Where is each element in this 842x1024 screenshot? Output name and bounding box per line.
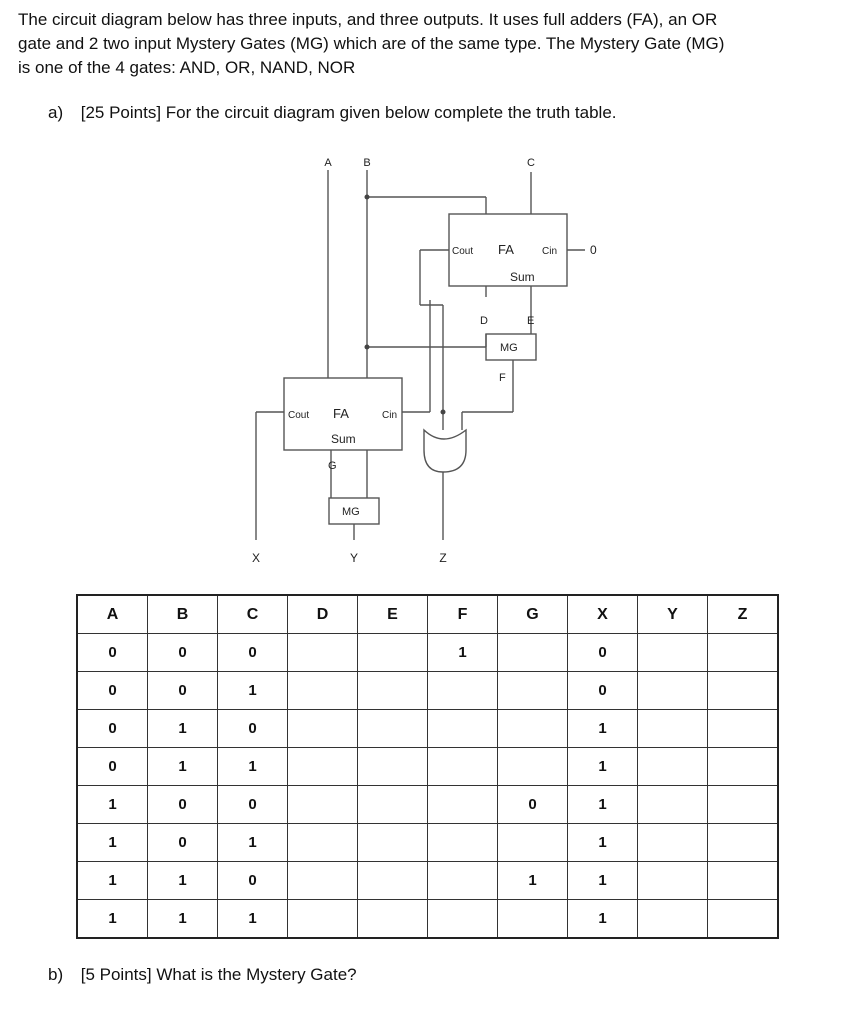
table-cell[interactable] xyxy=(638,862,708,900)
table-cell[interactable] xyxy=(638,900,708,939)
question-a-label: a) xyxy=(48,103,64,122)
column-header: F xyxy=(428,595,498,634)
column-header: G xyxy=(498,595,568,634)
table-cell[interactable]: 1 xyxy=(218,672,288,710)
table-cell[interactable] xyxy=(288,634,358,672)
table-cell[interactable] xyxy=(498,824,568,862)
fa-bottom-cin-label: Cin xyxy=(382,410,398,421)
question-b xyxy=(48,965,357,985)
table-cell[interactable] xyxy=(358,786,428,824)
table-cell[interactable]: 0 xyxy=(218,786,288,824)
fa-top-cin-constant: 0 xyxy=(590,243,597,257)
table-cell[interactable] xyxy=(638,634,708,672)
fa-top-cout-label: Cout xyxy=(452,246,474,257)
table-cell[interactable] xyxy=(708,862,779,900)
table-cell[interactable] xyxy=(428,786,498,824)
table-cell[interactable]: 1 xyxy=(77,786,148,824)
fa-top-sum-label: Sum xyxy=(510,270,535,284)
table-cell[interactable]: 0 xyxy=(218,862,288,900)
table-cell[interactable]: 1 xyxy=(148,900,218,939)
table-cell[interactable] xyxy=(638,748,708,786)
table-cell[interactable]: 1 xyxy=(218,900,288,939)
table-cell[interactable]: 1 xyxy=(568,710,638,748)
table-row xyxy=(77,672,778,710)
table-row xyxy=(77,710,778,748)
table-cell[interactable] xyxy=(358,634,428,672)
intro-line-1: The circuit diagram below has three inputs, and three outputs. It uses full adders (FA), an OR xyxy=(18,10,718,29)
table-cell[interactable] xyxy=(428,824,498,862)
fa-top-cin-label: Cin xyxy=(542,246,558,257)
column-header: D xyxy=(288,595,358,634)
table-cell[interactable]: 1 xyxy=(568,824,638,862)
fa-top-title: FA xyxy=(498,242,514,257)
table-cell[interactable]: 0 xyxy=(148,824,218,862)
table-row xyxy=(77,824,778,862)
table-cell[interactable] xyxy=(708,786,779,824)
input-a-label: A xyxy=(324,157,332,169)
table-row xyxy=(77,748,778,786)
table-cell[interactable]: 1 xyxy=(568,748,638,786)
table-row xyxy=(77,634,778,672)
table-cell[interactable] xyxy=(288,862,358,900)
table-row xyxy=(77,900,778,939)
intro-line-2: gate and 2 two input Mystery Gates (MG) which are of the same type. The Mystery Gate (MG) xyxy=(18,34,725,53)
mg-bottom-label: MG xyxy=(342,506,360,518)
truth-table-header-row xyxy=(77,595,778,634)
table-cell[interactable]: 1 xyxy=(498,862,568,900)
column-header: Y xyxy=(638,595,708,634)
table-cell[interactable] xyxy=(708,672,779,710)
table-cell[interactable]: 1 xyxy=(77,900,148,939)
table-cell[interactable] xyxy=(638,710,708,748)
table-cell[interactable] xyxy=(358,824,428,862)
table-cell[interactable] xyxy=(428,862,498,900)
mg-top-output-f-label: F xyxy=(499,372,506,384)
table-cell[interactable] xyxy=(498,710,568,748)
table-cell[interactable] xyxy=(288,824,358,862)
question-b-label: b) xyxy=(48,965,64,984)
table-cell[interactable] xyxy=(428,710,498,748)
table-cell[interactable]: 0 xyxy=(148,634,218,672)
table-cell[interactable]: 0 xyxy=(568,672,638,710)
column-header: X xyxy=(568,595,638,634)
table-row xyxy=(77,786,778,824)
table-cell[interactable] xyxy=(638,672,708,710)
column-header: E xyxy=(358,595,428,634)
table-cell[interactable] xyxy=(708,900,779,939)
table-cell[interactable] xyxy=(288,710,358,748)
table-cell[interactable]: 0 xyxy=(77,672,148,710)
input-b-label: B xyxy=(363,157,371,169)
table-cell[interactable]: 1 xyxy=(77,862,148,900)
table-cell[interactable]: 0 xyxy=(568,634,638,672)
table-cell[interactable]: 0 xyxy=(498,786,568,824)
table-cell[interactable] xyxy=(428,900,498,939)
table-cell[interactable] xyxy=(498,900,568,939)
table-cell[interactable]: 1 xyxy=(148,862,218,900)
table-cell[interactable] xyxy=(288,900,358,939)
table-cell[interactable]: 0 xyxy=(77,748,148,786)
table-cell[interactable]: 0 xyxy=(148,786,218,824)
table-cell[interactable] xyxy=(428,672,498,710)
intro-line-3: is one of the 4 gates: AND, OR, NAND, NOR xyxy=(18,58,356,77)
column-header: Z xyxy=(708,595,779,634)
table-cell[interactable]: 1 xyxy=(148,748,218,786)
output-y-label: Y xyxy=(349,551,359,565)
table-cell[interactable]: 1 xyxy=(568,786,638,824)
input-c-label: C xyxy=(527,157,535,169)
table-cell[interactable] xyxy=(498,672,568,710)
table-cell[interactable] xyxy=(708,710,779,748)
table-cell[interactable] xyxy=(638,824,708,862)
table-cell[interactable] xyxy=(708,748,779,786)
table-cell[interactable]: 0 xyxy=(218,634,288,672)
column-header: A xyxy=(77,595,148,634)
table-cell[interactable]: 0 xyxy=(218,710,288,748)
table-cell[interactable] xyxy=(638,786,708,824)
table-cell[interactable] xyxy=(358,748,428,786)
truth-table-body xyxy=(77,634,778,939)
table-cell[interactable] xyxy=(358,672,428,710)
table-cell[interactable] xyxy=(288,672,358,710)
table-cell[interactable]: 0 xyxy=(77,710,148,748)
table-cell[interactable]: 1 xyxy=(77,824,148,862)
column-header: C xyxy=(218,595,288,634)
table-cell[interactable]: 1 xyxy=(218,748,288,786)
column-header: B xyxy=(148,595,218,634)
table-cell[interactable] xyxy=(708,634,779,672)
mg-top-input-d-label: D xyxy=(480,315,488,327)
table-cell[interactable] xyxy=(358,862,428,900)
table-cell[interactable]: 0 xyxy=(148,672,218,710)
mg-top-label: MG xyxy=(500,342,518,354)
fa-bottom-title: FA xyxy=(333,406,349,421)
table-cell[interactable] xyxy=(498,634,568,672)
table-cell[interactable]: 1 xyxy=(568,900,638,939)
output-x-label: X xyxy=(251,551,261,565)
mg-top-input-e-label: E xyxy=(527,315,535,327)
table-cell[interactable]: 1 xyxy=(428,634,498,672)
table-cell[interactable]: 1 xyxy=(218,824,288,862)
question-b-text: [5 Points] What is the Mystery Gate? xyxy=(80,965,357,984)
table-cell[interactable] xyxy=(708,824,779,862)
table-cell[interactable]: 1 xyxy=(148,710,218,748)
table-cell[interactable] xyxy=(288,786,358,824)
table-cell[interactable] xyxy=(288,748,358,786)
table-cell[interactable]: 0 xyxy=(77,634,148,672)
table-row xyxy=(77,862,778,900)
fa-bottom-cout-label: Cout xyxy=(288,410,310,421)
truth-table xyxy=(76,594,779,939)
table-cell[interactable] xyxy=(428,748,498,786)
mg-bottom-input-g-label: G xyxy=(328,460,337,472)
fa-bottom-sum-label: Sum xyxy=(331,432,356,446)
table-cell[interactable] xyxy=(358,710,428,748)
table-cell[interactable]: 1 xyxy=(568,862,638,900)
table-cell[interactable] xyxy=(498,748,568,786)
output-z-label: Z xyxy=(439,551,447,565)
table-cell[interactable] xyxy=(358,900,428,939)
question-a-text: [25 Points] For the circuit diagram given below complete the truth table. xyxy=(80,103,617,122)
